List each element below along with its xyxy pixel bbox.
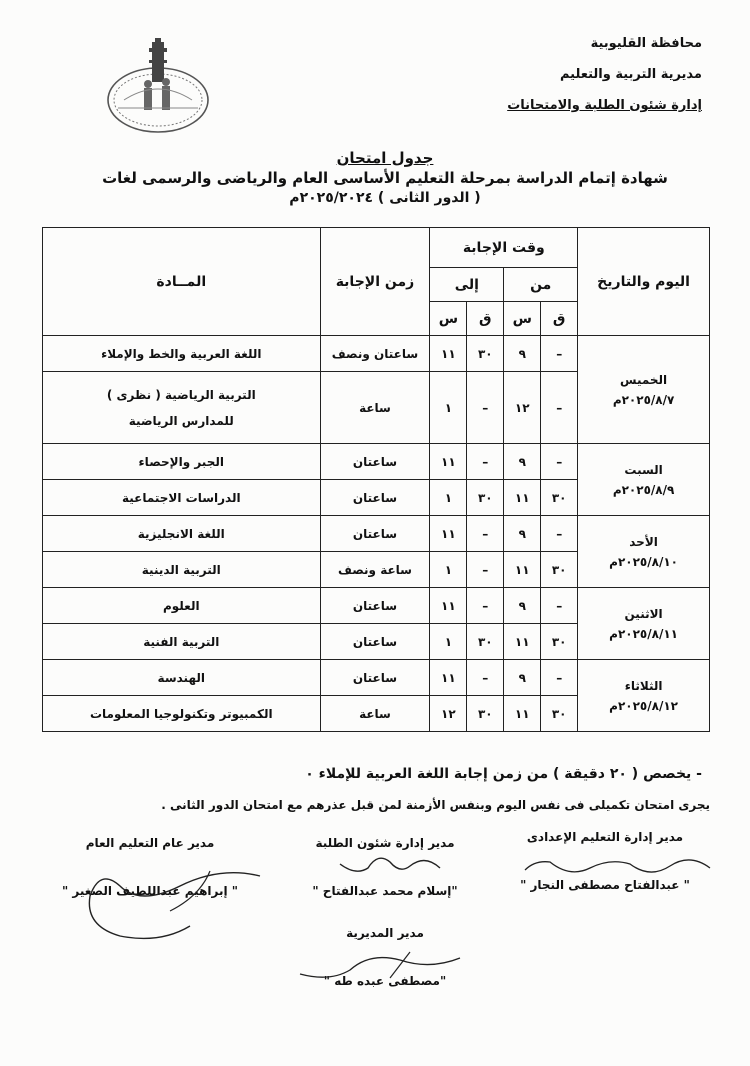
handwritten-signature-students xyxy=(330,850,450,880)
header-subject: المــادة xyxy=(43,228,321,336)
subject: التربية الفنية xyxy=(43,624,321,660)
subject-note: للمدارس الرياضية xyxy=(128,413,234,428)
signature-role: مدير عام التعليم العام xyxy=(85,836,215,850)
day-name: الاثنين xyxy=(624,606,663,621)
day-name: الخميس xyxy=(619,372,668,387)
from-hour: ٩ xyxy=(504,444,541,480)
header-from-min: ق xyxy=(541,302,578,336)
from-min: – xyxy=(541,660,578,696)
signature-name: "إسلام محمد عبدالفتاح " xyxy=(312,884,458,898)
from-min: – xyxy=(541,372,578,444)
exam-date: ٢٠٢٥/٨/١١م xyxy=(609,626,678,641)
from-min: – xyxy=(541,588,578,624)
to-min: – xyxy=(467,372,504,444)
to-hour: ١١ xyxy=(430,444,467,480)
subject: العلوم xyxy=(43,588,321,624)
governorate-seal-logo xyxy=(104,38,212,138)
to-hour: ١٢ xyxy=(430,696,467,732)
from-min: – xyxy=(541,516,578,552)
day-name: الأحد xyxy=(629,534,658,549)
to-hour: ١١ xyxy=(430,660,467,696)
from-hour: ١٢ xyxy=(504,372,541,444)
signature-role: مدير إدارة شئون الطلبة xyxy=(315,836,455,850)
table-row xyxy=(43,660,710,696)
to-min: – xyxy=(467,444,504,480)
exam-date: ٢٠٢٥/٨/١٢م xyxy=(609,698,678,713)
duration: ساعتان xyxy=(320,516,430,552)
from-min: – xyxy=(541,336,578,372)
header-from: من xyxy=(504,268,578,302)
duration: ساعتان xyxy=(320,588,430,624)
header-to-min: ق xyxy=(467,302,504,336)
day-date-cell xyxy=(578,516,710,588)
signature-name: "مصطفى عبده طه " xyxy=(323,974,447,988)
from-hour: ٩ xyxy=(504,660,541,696)
duration: ساعتان xyxy=(320,444,430,480)
header-from-hour: س xyxy=(504,302,541,336)
subject: التربية الرياضية ( نظرى ) xyxy=(106,387,256,402)
duration: ساعتان xyxy=(320,480,430,516)
to-hour: ١١ xyxy=(430,588,467,624)
signature-role: مدير إدارة التعليم الإعدادى xyxy=(526,830,684,844)
from-min: ٣٠ xyxy=(541,480,578,516)
makeup-exam-note: يجرى امتحان تكميلى فى نفس اليوم وبنفس الأزمنة لمن قبل عذرهم مع امتحان الدور الثانى . xyxy=(161,798,710,812)
header-day-date: اليوم والتاريخ xyxy=(578,228,710,336)
from-min: ٣٠ xyxy=(541,552,578,588)
day-name: الثلاثاء xyxy=(624,678,663,693)
to-hour: ١ xyxy=(430,624,467,660)
from-min: – xyxy=(541,444,578,480)
from-hour: ٩ xyxy=(504,516,541,552)
to-hour: ١ xyxy=(430,372,467,444)
header-answer-time: وقت الإجابة xyxy=(430,228,578,268)
handwritten-signature-prep xyxy=(520,848,720,878)
header-to: إلى xyxy=(430,268,504,302)
to-hour: ١ xyxy=(430,552,467,588)
certificate-title: شهادة إتمام الدراسة بمرحلة التعليم الأساسى العام والرياضى والرسمى لغات xyxy=(102,169,668,187)
table-row xyxy=(43,444,710,480)
from-min: ٣٠ xyxy=(541,696,578,732)
table-row xyxy=(43,588,710,624)
subject: اللغة الانجليزية xyxy=(43,516,321,552)
signature-name: " إبراهيم عبداللطيف الصغير " xyxy=(61,884,239,898)
from-hour: ١١ xyxy=(504,480,541,516)
dictation-note: - يخصص ( ٢٠ دقيقة ) من زمن إجابة اللغة العربية للإملاء ٠ xyxy=(305,766,702,782)
table-row xyxy=(43,516,710,552)
from-hour: ٩ xyxy=(504,588,541,624)
header-to-hour: س xyxy=(430,302,467,336)
subject: الكمبيوتر وتكنولوجيا المعلومات xyxy=(43,696,321,732)
handwritten-signature-general xyxy=(60,856,290,946)
signature-name: " عبدالفتاح مصطفى النجار " xyxy=(520,878,690,892)
department-name: إدارة شئون الطلبة والامتحانات xyxy=(507,98,702,113)
to-min: – xyxy=(467,552,504,588)
from-hour: ١١ xyxy=(504,696,541,732)
header-block xyxy=(442,34,702,127)
duration: ساعة ونصف xyxy=(320,552,430,588)
to-min: – xyxy=(467,660,504,696)
from-hour: ١١ xyxy=(504,624,541,660)
day-date-cell xyxy=(578,336,710,444)
table-row xyxy=(43,336,710,372)
to-hour: ١١ xyxy=(430,336,467,372)
session-title: ( الدور الثانى ) ٢٠٢٥/٢٠٢٤م xyxy=(289,190,481,206)
exam-date: ٢٠٢٥/٨/٩م xyxy=(612,482,675,497)
exam-schedule-table xyxy=(42,227,710,732)
to-min: ٣٠ xyxy=(467,624,504,660)
duration: ساعة xyxy=(320,372,430,444)
duration: ساعتان ونصف xyxy=(320,336,430,372)
from-min: ٣٠ xyxy=(541,624,578,660)
exam-date: ٢٠٢٥/٨/٧م xyxy=(612,392,675,407)
subject: التربية الدينية xyxy=(43,552,321,588)
signature-role: مدير المديرية xyxy=(346,926,424,940)
to-min: ٣٠ xyxy=(467,480,504,516)
day-date-cell xyxy=(578,660,710,732)
day-date-cell xyxy=(578,444,710,516)
subject-cell xyxy=(43,372,321,444)
handwritten-signature-directorate xyxy=(290,948,470,984)
duration: ساعة xyxy=(320,696,430,732)
duration: ساعتان xyxy=(320,660,430,696)
day-date-cell xyxy=(578,588,710,660)
duration: ساعتان xyxy=(320,624,430,660)
to-min: – xyxy=(467,588,504,624)
governorate-name: محافظة القليوبية xyxy=(590,36,702,51)
to-min: – xyxy=(467,516,504,552)
subject: الجبر والإحصاء xyxy=(43,444,321,480)
from-hour: ٩ xyxy=(504,336,541,372)
subject: اللغة العربية والخط والإملاء xyxy=(43,336,321,372)
day-name: السبت xyxy=(624,462,663,477)
header-duration: زمن الإجابة xyxy=(320,228,430,336)
subject: الهندسة xyxy=(43,660,321,696)
directorate-name: مديرية التربية والتعليم xyxy=(559,67,702,82)
page-title: جدول امتحان xyxy=(336,149,434,167)
subject: الدراسات الاجتماعية xyxy=(43,480,321,516)
to-min: ٣٠ xyxy=(467,336,504,372)
to-hour: ١ xyxy=(430,480,467,516)
from-hour: ١١ xyxy=(504,552,541,588)
exam-date: ٢٠٢٥/٨/١٠م xyxy=(609,554,678,569)
title-block xyxy=(60,148,710,208)
to-min: ٣٠ xyxy=(467,696,504,732)
to-hour: ١١ xyxy=(430,516,467,552)
